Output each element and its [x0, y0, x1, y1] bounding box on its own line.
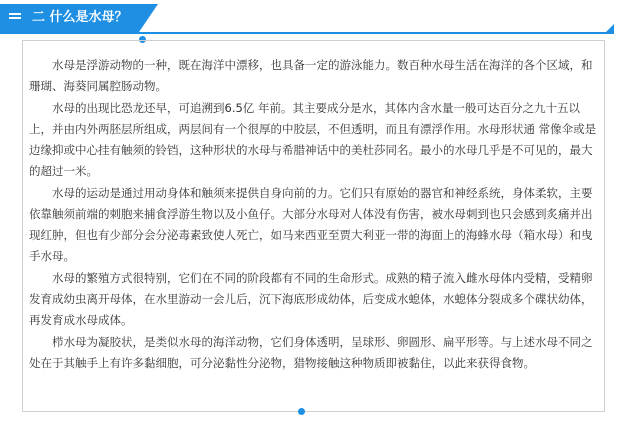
header-corner-decoration	[604, 24, 614, 34]
section-header	[0, 0, 617, 36]
header-underline	[0, 32, 612, 34]
paragraph-ctenophore: 栉水母为凝胶状，是类似水母的海洋动物，它们身体透明，呈球形、卵圆形、扁平形等。与上述水母不同之处在于其触手上有许多黏细胞，可分泌黏性分泌物，猎物接触这种物质即被黏住，以此来获得食物。	[29, 335, 593, 370]
panel-bottom-dot	[298, 408, 305, 415]
menu-lines-icon	[9, 13, 21, 23]
paragraph-movement: 水母的运动是通过用动身体和触须来提供自身向前的力。它们只有原始的器官和神经系统，身体柔软，主要依靠触须前端的刺胞来捕食浮游生物以及小鱼仔。大部分水母对人体没有伤害，被水母刺到也只会感到炙痛并出现红肿，但也有少部分会分泌毒素致使人死亡，如马来西亚至贾大利亚一带的海面上的海蜂水母（箱水母）和曳手水母。	[29, 186, 593, 263]
paragraph-origin: 水母的出现比恐龙还早，可追溯到6.5亿 年前。其主要成分是水，其体内含水量一般可达百分之九十五以上，并由内外两胚层所组成，两层间有一个很厚的中胶层，不但透明，而且有漂浮作用。水母形状通 常像伞或是边缘抑或中心挂有触须的铃铛，这种形状的水母与希腊神话中的美杜莎同名。最小的水母几乎是不可见的，最大的超过一米。	[29, 101, 597, 178]
paragraph-reproduction: 水母的繁殖方式很特别，它们在不同的阶段都有不同的生命形式。成熟的精子流入雌水母体内受精，受精卵发育成幼虫离开母体，在水里游动一会儿后，沉下海底形成幼体，后变成水螅体，水螅体分裂成多个碟状幼体，再发育成水母成体。	[29, 271, 593, 327]
paragraph-intro: 水母是浮游动物的一种，既在海洋中漂移，也具备一定的游泳能力。数百种水母生活在海洋的各个区域，和珊瑚、海葵同属腔肠动物。	[29, 58, 593, 93]
section-title: 二 什么是水母？	[32, 10, 128, 25]
article-body	[29, 55, 597, 375]
